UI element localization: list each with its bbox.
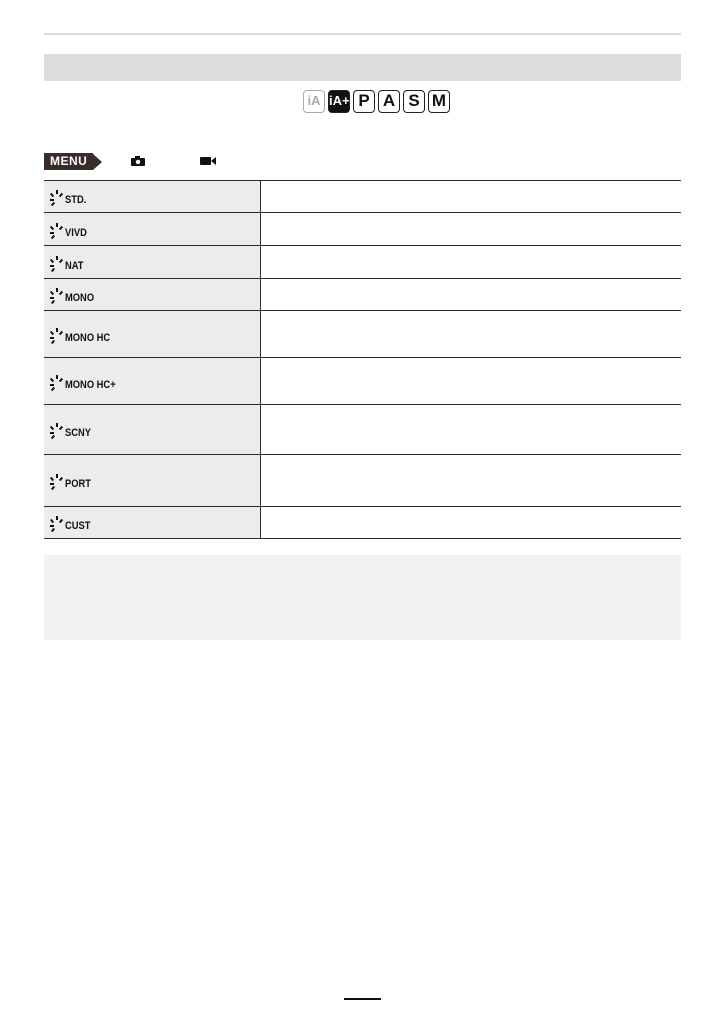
photo-style-icon <box>50 466 96 490</box>
menu-arrow-icon <box>93 154 102 170</box>
photo-style-icon <box>50 215 91 239</box>
video-camera-icon <box>200 156 216 166</box>
style-label-cell <box>44 455 261 507</box>
section-title-bar <box>44 54 681 81</box>
table-row <box>44 213 681 246</box>
style-label-cell <box>44 405 261 455</box>
photo-style-table <box>44 180 681 539</box>
style-description-cell <box>261 279 682 311</box>
style-label: PORT <box>65 478 91 490</box>
photo-style-icon <box>50 508 95 532</box>
mode-p-icon: P <box>353 90 375 113</box>
style-label: MONO HC+ <box>65 378 116 391</box>
mode-ia-plus-icon: iA+ <box>328 90 350 113</box>
photo-style-icon <box>50 320 118 344</box>
style-label: MONO HC <box>65 331 111 344</box>
photo-style-icon <box>50 367 125 391</box>
style-description-cell <box>261 507 682 539</box>
menu-badge: MENU <box>44 153 93 170</box>
page-number-rule <box>344 998 381 1000</box>
style-label-cell <box>44 213 261 246</box>
style-label: STD. <box>65 194 87 206</box>
photo-style-icon <box>50 280 99 304</box>
style-description-cell <box>261 405 682 455</box>
style-label-cell <box>44 311 261 358</box>
photo-style-icon <box>50 248 87 272</box>
style-label-cell <box>44 358 261 405</box>
style-label-cell <box>44 507 261 539</box>
style-label: MONO <box>65 292 95 304</box>
style-label-cell <box>44 246 261 279</box>
style-label: CUST <box>65 520 91 532</box>
table-row <box>44 246 681 279</box>
photo-style-icon <box>50 415 96 439</box>
table-row <box>44 311 681 358</box>
style-description-cell <box>261 181 682 213</box>
style-description-cell <box>261 358 682 405</box>
style-label-cell <box>44 279 261 311</box>
mode-s-icon: S <box>403 90 425 113</box>
menu-path <box>44 153 102 170</box>
photo-style-icon <box>50 182 90 206</box>
note-box <box>44 555 681 640</box>
mode-m-icon: M <box>428 90 450 113</box>
style-description-cell <box>261 213 682 246</box>
mode-a-icon: A <box>378 90 400 113</box>
camera-icon <box>131 156 145 166</box>
style-label: SCNY <box>65 427 91 439</box>
top-rule <box>44 33 681 35</box>
style-label: VIVD <box>65 226 87 239</box>
table-row <box>44 455 681 507</box>
style-description-cell <box>261 246 682 279</box>
recording-mode-icons <box>303 89 450 113</box>
style-description-cell <box>261 455 682 507</box>
table-row <box>44 279 681 311</box>
style-label-cell <box>44 181 261 213</box>
mode-ia-icon: iA <box>303 90 325 113</box>
table-row <box>44 507 681 539</box>
table-row <box>44 405 681 455</box>
style-description-cell <box>261 311 682 358</box>
table-row <box>44 358 681 405</box>
table-row <box>44 181 681 213</box>
style-label: NAT <box>65 259 84 272</box>
